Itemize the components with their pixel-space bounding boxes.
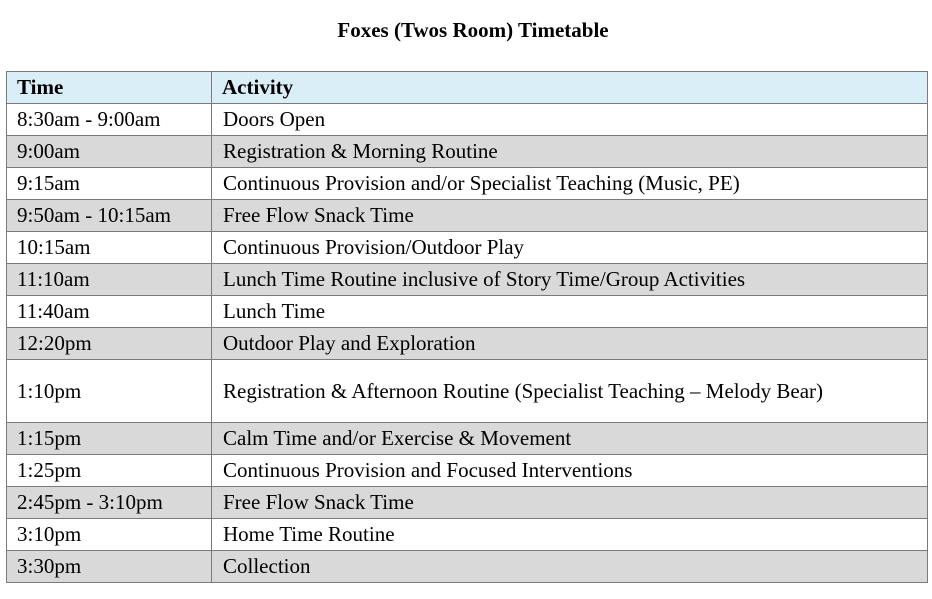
table-row — [7, 232, 928, 264]
time-cell: 11:10am — [7, 264, 212, 296]
table-row — [7, 168, 928, 200]
table-header-row — [7, 72, 928, 104]
activity-cell: Lunch Time — [212, 296, 928, 328]
table-row — [7, 519, 928, 551]
activity-cell: Calm Time and/or Exercise & Movement — [212, 423, 928, 455]
time-cell: 9:15am — [7, 168, 212, 200]
time-cell: 9:50am - 10:15am — [7, 200, 212, 232]
activity-cell: Doors Open — [212, 104, 928, 136]
activity-cell: Lunch Time Routine inclusive of Story Time/Group Activities — [212, 264, 928, 296]
time-cell: 1:15pm — [7, 423, 212, 455]
table-row — [7, 104, 928, 136]
time-cell: 10:15am — [7, 232, 212, 264]
column-header-activity: Activity — [212, 72, 928, 104]
timetable — [6, 71, 928, 583]
time-cell: 1:25pm — [7, 455, 212, 487]
table-row — [7, 360, 928, 423]
table-row — [7, 328, 928, 360]
table-row — [7, 423, 928, 455]
activity-cell: Registration & Afternoon Routine (Specialist Teaching – Melody Bear) — [212, 360, 928, 423]
time-cell: 11:40am — [7, 296, 212, 328]
table-row — [7, 200, 928, 232]
table-row — [7, 264, 928, 296]
activity-cell: Continuous Provision and/or Specialist Teaching (Music, PE) — [212, 168, 928, 200]
activity-cell: Free Flow Snack Time — [212, 200, 928, 232]
activity-cell: Registration & Morning Routine — [212, 136, 928, 168]
time-cell: 8:30am - 9:00am — [7, 104, 212, 136]
activity-cell: Home Time Routine — [212, 519, 928, 551]
time-cell: 12:20pm — [7, 328, 212, 360]
table-row — [7, 296, 928, 328]
time-cell: 3:30pm — [7, 551, 212, 583]
time-cell: 2:45pm - 3:10pm — [7, 487, 212, 519]
page-title: Foxes (Twos Room) Timetable — [337, 18, 609, 42]
activity-cell: Continuous Provision and Focused Interventions — [212, 455, 928, 487]
table-row — [7, 136, 928, 168]
time-cell: 1:10pm — [7, 360, 212, 423]
table-row — [7, 551, 928, 583]
column-header-time: Time — [7, 72, 212, 104]
activity-cell: Outdoor Play and Exploration — [212, 328, 928, 360]
activity-cell: Free Flow Snack Time — [212, 487, 928, 519]
table-row — [7, 487, 928, 519]
table-row — [7, 455, 928, 487]
time-cell: 9:00am — [7, 136, 212, 168]
time-cell: 3:10pm — [7, 519, 212, 551]
activity-cell: Continuous Provision/Outdoor Play — [212, 232, 928, 264]
activity-cell: Collection — [212, 551, 928, 583]
